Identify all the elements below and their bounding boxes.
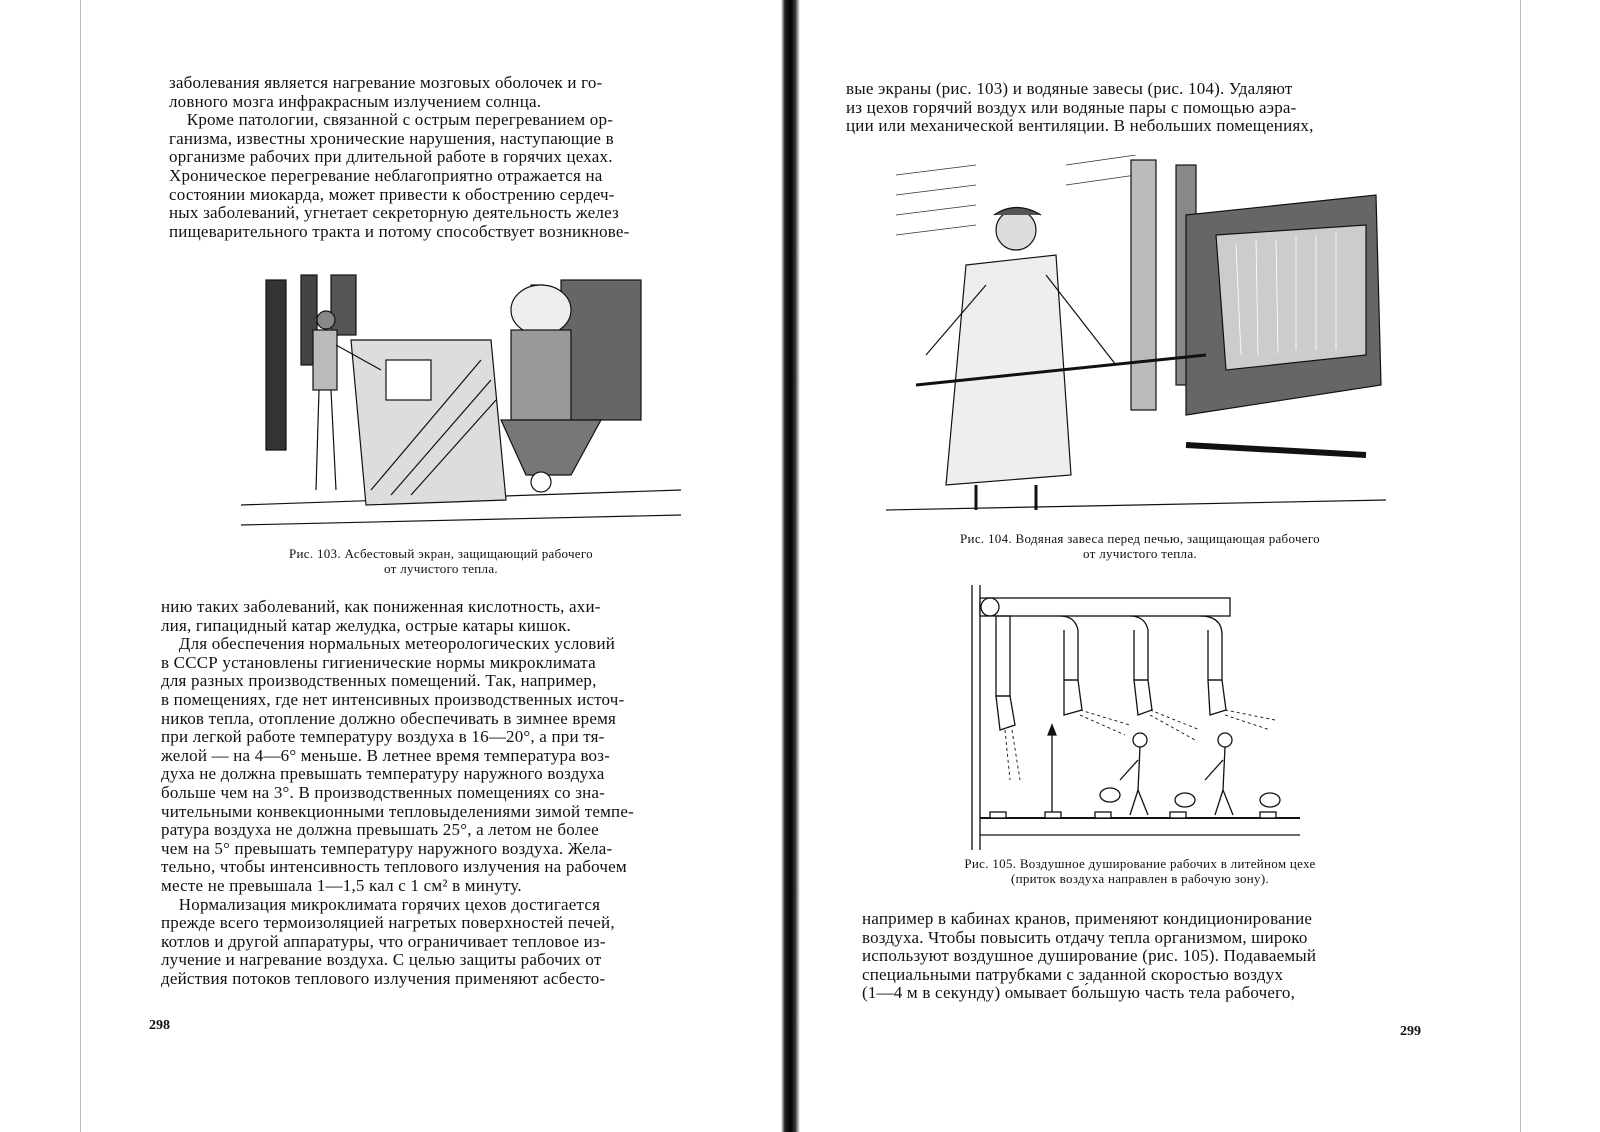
right-top-paragraph <box>846 80 1406 136</box>
text-line: (1—4 м в секунду) омывает бо́льшую часть тела рабочего, <box>862 983 1296 1003</box>
caption-line: Рис. 103. Асбестовый экран, защищающий рабочего <box>289 546 593 561</box>
figure-103-illustration <box>241 270 681 535</box>
page-number: 299 <box>1400 1024 1421 1039</box>
text-line: Хроническое перегревание неблагоприятно отражается на <box>169 165 603 185</box>
text-line: чительными конвекционными тепловыделениями зимой темпе- <box>161 801 634 821</box>
text-line: состоянии миокарда, может привести к обострению сердеч- <box>169 184 615 204</box>
left-top-paragraph <box>169 74 805 241</box>
left-page <box>80 0 781 1132</box>
text-line: в помещениях, где нет интенсивных производственных источ- <box>161 689 625 709</box>
text-line: организме рабочих при длительной работе в горячих цехах. <box>169 147 613 167</box>
text-line: ганизма, известны хронические нарушения, наступающие в <box>169 128 614 148</box>
text-line: Нормализация микроклимата горячих цехов достигается <box>161 894 601 914</box>
text-line: ловного мозга инфракрасным излучением солнца. <box>169 91 542 111</box>
figure-104-illustration <box>886 155 1386 515</box>
figure-103-caption <box>231 546 651 576</box>
caption-line: (приток воздуха направлен в рабочую зону). <box>1010 871 1270 886</box>
text-line: ратура воздуха не должна превышать 25°, а летом не более <box>161 820 599 840</box>
text-line: лия, гипацидный катар желудка, острые катары кишок. <box>161 615 571 635</box>
text-line: ников тепла, отопление должно обеспечивать в зимнее время <box>161 708 617 728</box>
text-line: прежде всего термоизоляцией нагретых поверхностей печей, <box>161 913 615 933</box>
text-line: воздуха. Чтобы повысить отдачу тепла организмом, широко <box>862 927 1308 947</box>
text-line: ции или механической вентиляции. В небольших помещениях, <box>846 116 1314 136</box>
text-line: из цехов горячий воздух или водяные пары с помощью аэра- <box>846 97 1297 117</box>
right-bottom-paragraph <box>862 910 1422 1003</box>
text-line: чем на 5° превышать температуру наружного воздуха. Жела- <box>161 838 613 858</box>
text-line: котлов и другой аппаратуры, что ограничивает тепловое из- <box>161 931 606 951</box>
text-line: вые экраны (рис. 103) и водяные завесы (рис. 104). Удаляют <box>846 79 1293 98</box>
figure-104-caption <box>880 531 1400 561</box>
text-line: Для обеспечения нормальных метеорологических условий <box>161 634 616 654</box>
text-line: действия потоков теплового излучения применяют асбесто- <box>161 968 606 988</box>
caption-line: от лучистого тепла. <box>384 561 498 576</box>
text-line: желой — на 4—6° меньше. В летнее время температура воз- <box>161 745 611 765</box>
text-line: Кроме патологии, связанной с острым перегреванием ор- <box>169 110 614 130</box>
text-line: тельно, чтобы интенсивность теплового излучения на рабочем <box>161 857 627 877</box>
text-line: пищеварительного тракта и потому способствует возникнове- <box>169 221 630 241</box>
caption-line: Рис. 104. Водяная завеса перед печью, защищающая рабочего <box>960 531 1320 546</box>
text-line: нию таких заболеваний, как пониженная кислотность, ахи- <box>161 597 601 616</box>
caption-line: Рис. 105. Воздушное душирование рабочих в литейном цехе <box>964 856 1316 871</box>
left-bottom-paragraph <box>161 598 797 988</box>
right-page <box>800 0 1521 1132</box>
page-number: 298 <box>149 1018 170 1033</box>
text-line: в СССР установлены гигиенические нормы микроклимата <box>161 652 596 672</box>
text-line: при легкой работе температуру воздуха в 16—20°, а при тя- <box>161 727 605 747</box>
text-line: лучение и нагревание воздуха. С целью защиты рабочих от <box>161 950 602 970</box>
text-line: используют воздушное душирование (рис. 105). Подаваемый <box>862 946 1317 966</box>
figure-105-caption <box>880 856 1400 886</box>
text-line: заболевания является нагревание мозговых оболочек и го- <box>169 73 603 92</box>
text-line: месте не превышала 1—1,5 кал с 1 см² в минуту. <box>161 875 522 895</box>
text-line: для разных производственных помещений. Так, например, <box>161 671 597 691</box>
text-line: больше чем на 3°. В производственных помещениях со зна- <box>161 782 606 802</box>
text-line: специальными патрубками с заданной скоростью воздух <box>862 964 1284 984</box>
text-line: ных заболеваний, угнетает секреторную деятельность желез <box>169 203 619 223</box>
text-line: например в кабинах кранов, применяют кондиционирование <box>862 909 1313 928</box>
caption-line: от лучистого тепла. <box>1083 546 1197 561</box>
figure-105-diagram <box>960 580 1310 850</box>
text-line: духа не должна превышать температуру наружного воздуха <box>161 764 605 784</box>
